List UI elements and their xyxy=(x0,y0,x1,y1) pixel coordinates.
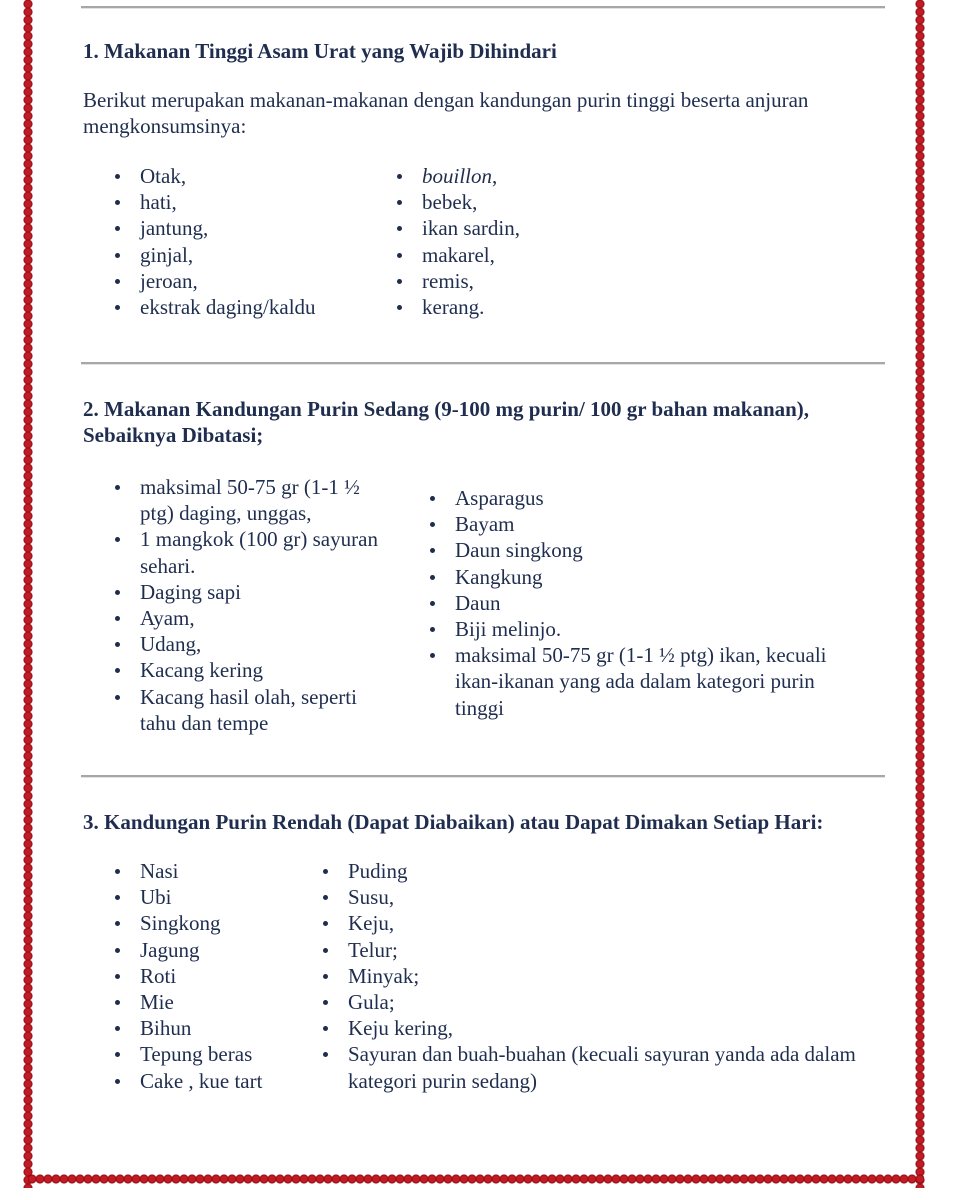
decorative-border-bottom xyxy=(28,1172,924,1186)
list-item: Sayuran dan buah-buahan (kecuali sayuran yanda ada dalam kategori purin sedang) xyxy=(320,1041,860,1093)
list-item: Singkong xyxy=(112,910,312,936)
section-2-left-list xyxy=(112,474,384,736)
list-item: Daun singkong xyxy=(427,537,867,563)
divider-section-3 xyxy=(81,775,885,778)
list-item: ginjal, xyxy=(112,242,362,268)
list-item-suffix: , xyxy=(492,164,498,188)
list-item: maksimal 50-75 gr (1-1 ½ ptg) ikan, kecuali ikan-ikanan yang ada dalam kategori purin tinggi xyxy=(427,642,867,721)
list-item xyxy=(394,163,694,189)
list-item: Biji melinjo. xyxy=(427,616,867,642)
list-item: Jagung xyxy=(112,937,312,963)
list-item: Otak, xyxy=(112,163,362,189)
divider-section-2 xyxy=(81,362,885,365)
list-item: Mie xyxy=(112,989,312,1015)
list-item: jantung, xyxy=(112,215,362,241)
list-item: Ayam, xyxy=(112,605,384,631)
list-item: makarel, xyxy=(394,242,694,268)
section-1-title: 1. Makanan Tinggi Asam Urat yang Wajib Dihindari xyxy=(83,39,557,63)
list-item: 1 mangkok (100 gr) sayuran sehari. xyxy=(112,526,384,578)
list-item: Keju kering, xyxy=(320,1015,860,1041)
list-item: Kacang hasil olah, seperti tahu dan tempe xyxy=(112,684,384,736)
list-item: remis, xyxy=(394,268,694,294)
list-item: Kangkung xyxy=(427,564,867,590)
list-item: Udang, xyxy=(112,631,384,657)
list-item: ekstrak daging/kaldu xyxy=(112,294,362,320)
list-item-italic: bouillon xyxy=(422,164,493,188)
list-item: maksimal 50-75 gr (1-1 ½ ptg) daging, unggas, xyxy=(112,474,384,526)
list-item: Puding xyxy=(320,858,860,884)
divider-top xyxy=(81,6,885,9)
decorative-border-right xyxy=(912,0,928,1188)
list-item: Telur; xyxy=(320,937,860,963)
list-item: Roti xyxy=(112,963,312,989)
list-item: Daging sapi xyxy=(112,579,384,605)
list-item: hati, xyxy=(112,189,362,215)
list-item: Bayam xyxy=(427,511,867,537)
list-item: Daun xyxy=(427,590,867,616)
section-1-intro: Berikut merupakan makanan-makanan dengan kandungan purin tinggi beserta anjuran mengkonsumsinya: xyxy=(83,88,809,138)
section-1-left-list xyxy=(112,163,362,320)
list-item: Cake , kue tart xyxy=(112,1068,312,1094)
list-item: Gula; xyxy=(320,989,860,1015)
list-item: Kacang kering xyxy=(112,657,384,683)
list-item: Asparagus xyxy=(427,485,867,511)
section-3-title: 3. Kandungan Purin Rendah (Dapat Diabaikan) atau Dapat Dimakan Setiap Hari: xyxy=(83,810,824,834)
list-item: Minyak; xyxy=(320,963,860,989)
section-1-right-list xyxy=(394,163,694,320)
section-2-right-list xyxy=(427,485,867,721)
list-item: jeroan, xyxy=(112,268,362,294)
list-item: kerang. xyxy=(394,294,694,320)
list-item: Keju, xyxy=(320,910,860,936)
decorative-border-left xyxy=(20,0,36,1188)
list-item: Ubi xyxy=(112,884,312,910)
list-item: Tepung beras xyxy=(112,1041,312,1067)
section-2-title: 2. Makanan Kandungan Purin Sedang (9-100 mg purin/ 100 gr bahan makanan), Sebaiknya Dibatasi; xyxy=(83,397,810,447)
list-item: Susu, xyxy=(320,884,860,910)
section-3-left-list xyxy=(112,858,312,1094)
section-3-right-list xyxy=(320,858,860,1094)
list-item: Nasi xyxy=(112,858,312,884)
list-item: bebek, xyxy=(394,189,694,215)
list-item: ikan sardin, xyxy=(394,215,694,241)
list-item: Bihun xyxy=(112,1015,312,1041)
